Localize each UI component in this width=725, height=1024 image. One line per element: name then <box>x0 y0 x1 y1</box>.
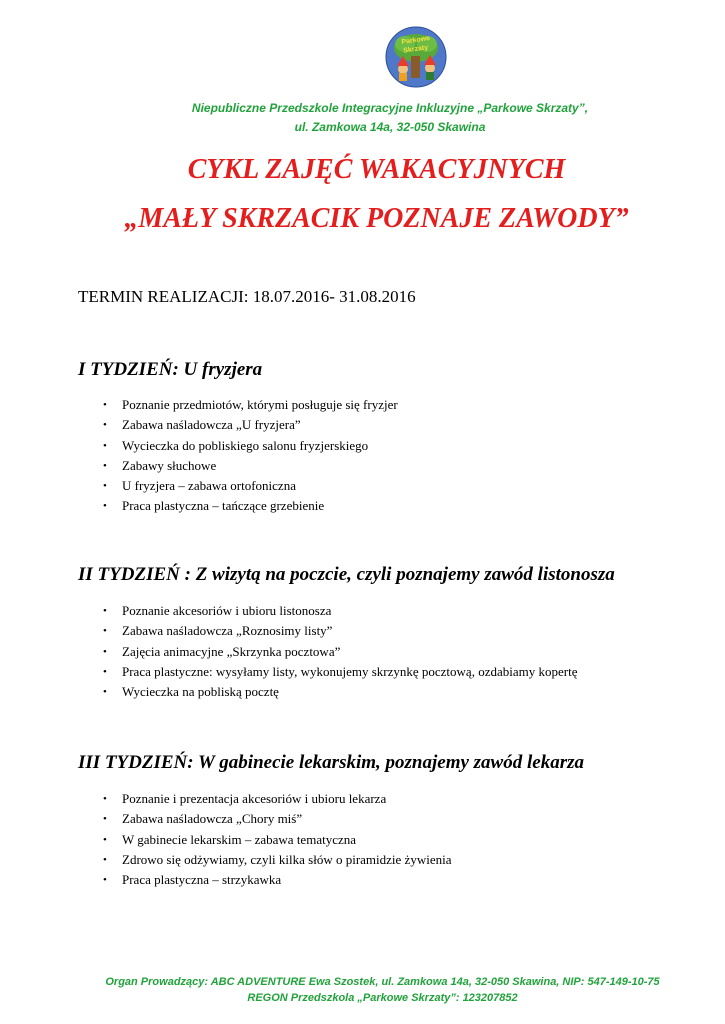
list-item-text: Wycieczka do pobliskiego salonu fryzjerskiego <box>122 437 369 453</box>
list-item-text: Poznanie akcesoriów i ubioru listonosza <box>122 603 332 618</box>
list-item <box>100 642 577 662</box>
bullet-icon: • <box>103 645 107 658</box>
logo-text-line2: Skrzaty <box>402 44 429 55</box>
bullet-icon: • <box>103 793 107 805</box>
list-item <box>100 850 451 870</box>
list-item <box>100 476 398 496</box>
bullet-icon: • <box>103 853 107 866</box>
header-line-2: ul. Zamkowa 14a, 32-050 Skawina <box>294 120 486 134</box>
bullet-icon: • <box>103 399 107 411</box>
list-item-text: Poznanie przedmiotów, którymi posługuje się fryzjer <box>122 397 398 412</box>
title-line-2: „MAŁY SKRZACIK POZNAJE ZAWODY” <box>124 203 629 234</box>
list-item-text: Wycieczka na pobliską pocztę <box>122 684 279 700</box>
list-item <box>100 830 451 850</box>
list-item <box>100 496 398 516</box>
bullet-icon: • <box>103 686 107 699</box>
footer-line-1: Organ Prowadzący: ABC ADVENTURE Ewa Szostek, ul. Zamkowa 14a, 32-050 Skawina, NIP: 547-149-10-75 <box>105 976 660 988</box>
list-item-text: Zabawa naśladowcza „Chory miś” <box>122 811 303 827</box>
list-item-text: Zabawy słuchowe <box>122 457 217 473</box>
section-3-list <box>100 789 451 890</box>
logo-text-line1: Parkowe <box>401 35 431 46</box>
bullet-icon: • <box>103 459 107 472</box>
list-item-text: Praca plastyczne: wysyłamy listy, wykonujemy skrzynkę pocztową, ozdabiamy kopertę <box>122 663 578 679</box>
list-item <box>100 682 577 702</box>
list-item-text: U fryzjera – zabawa ortofoniczna <box>122 478 296 494</box>
footer-line-2: REGON Przedszkola „Parkowe Skrzaty”: 123207852 <box>247 992 518 1004</box>
list-item <box>100 395 398 415</box>
list-item-text: Poznanie i prezentacja akcesoriów i ubioru lekarza <box>122 791 387 806</box>
list-item <box>100 789 451 809</box>
bullet-icon: • <box>103 874 107 887</box>
list-item <box>100 809 451 829</box>
bullet-icon: • <box>103 439 107 452</box>
list-item <box>100 870 451 890</box>
term-text: TERMIN REALIZACJI: 18.07.2016- 31.08.2016 <box>78 287 416 306</box>
preschool-logo <box>385 26 447 88</box>
list-item-text: Praca plastyczna – strzykawka <box>122 872 282 888</box>
list-item <box>100 621 577 641</box>
list-item-text: W gabinecie lekarskim – zabawa tematyczna <box>122 831 357 847</box>
bullet-icon: • <box>103 813 107 826</box>
list-item <box>100 601 577 621</box>
section-3-heading: III TYDZIEŃ: W gabinecie lekarskim, poznajemy zawód lekarza <box>78 752 584 773</box>
list-item <box>100 436 398 456</box>
section-2-list <box>100 601 577 702</box>
list-item-text: Praca plastyczna – tańczące grzebienie <box>122 498 325 514</box>
list-item <box>100 456 398 476</box>
list-item <box>100 662 577 682</box>
bullet-icon: • <box>103 625 107 638</box>
bullet-icon: • <box>103 419 107 432</box>
section-1-list <box>100 395 398 517</box>
bullet-icon: • <box>103 833 107 846</box>
list-item-text: Zajęcia animacyjne „Skrzynka pocztowa” <box>122 643 341 659</box>
section-1-heading: I TYDZIEŃ: U fryzjera <box>78 359 263 380</box>
bullet-icon: • <box>103 480 107 493</box>
bullet-icon: • <box>103 605 107 617</box>
header-line-1: Niepubliczne Przedszkole Integracyjne Inkluzyjne „Parkowe Skrzaty”, <box>191 101 589 115</box>
bullet-icon: • <box>103 665 107 678</box>
list-item <box>100 415 398 435</box>
section-2-heading: II TYDZIEŃ : Z wizytą na poczcie, czyli poznajemy zawód listonosza <box>78 564 615 585</box>
list-item-text: Zabawa naśladowcza „U fryzjera” <box>122 417 301 433</box>
list-item-text: Zabawa naśladowcza „Roznosimy listy” <box>122 623 333 639</box>
list-item-text: Zdrowo się odżywiamy, czyli kilka słów o piramidzie żywienia <box>122 851 452 867</box>
title-line-1: CYKL ZAJĘĆ WAKACYJNYCH <box>187 154 566 185</box>
bullet-icon: • <box>103 500 107 513</box>
